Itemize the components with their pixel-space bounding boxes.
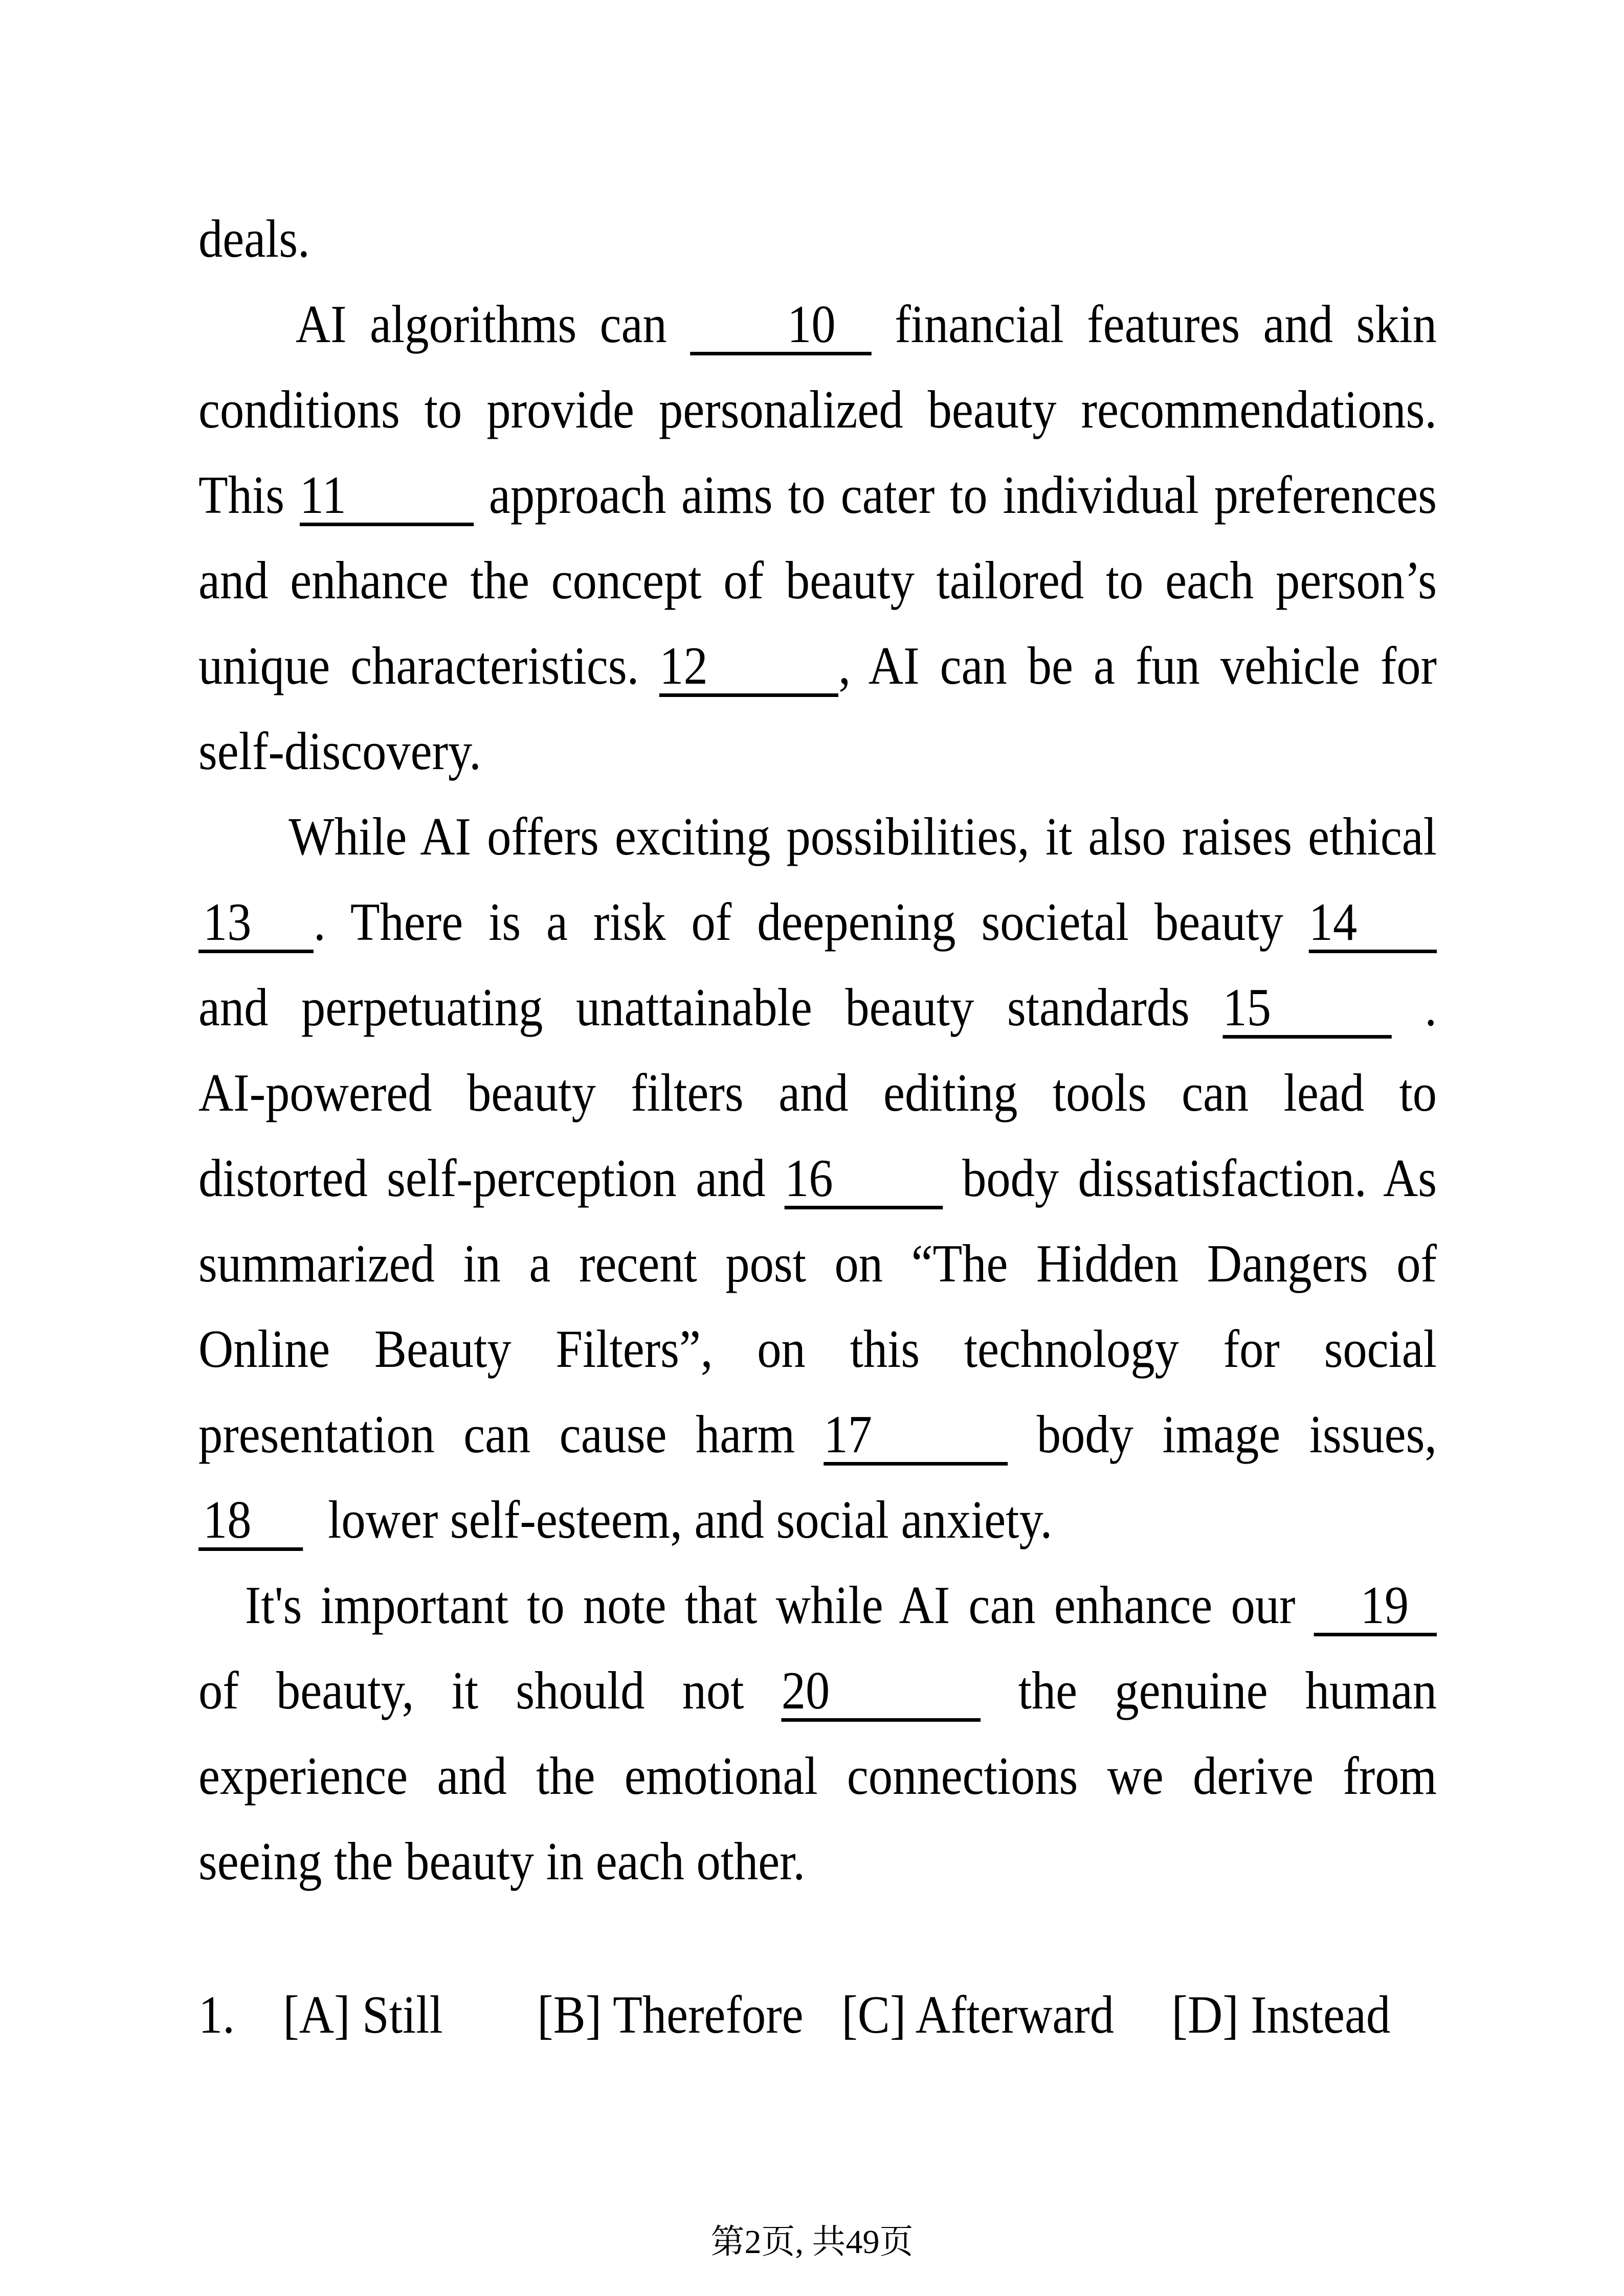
text-run: summarized in a recent post on “The Hidden Dangers of xyxy=(198,1233,1437,1293)
spacer-gap xyxy=(1114,2032,1172,2033)
text-run: presentation can cause harm xyxy=(198,1404,824,1464)
text-line-5 xyxy=(198,537,1437,623)
text-line-1 xyxy=(198,196,1437,281)
option-d: [D] Instead xyxy=(1171,1985,1391,2044)
text-run: Online Beauty Filters”, on this technology for social xyxy=(198,1319,1437,1379)
blank-number: 20 xyxy=(781,1660,830,1720)
spacer-gap xyxy=(303,1537,316,1538)
text-run: unique characteristics. xyxy=(198,636,660,695)
blank-number: 19 xyxy=(1360,1575,1409,1635)
text-line-15 xyxy=(198,1391,1437,1477)
text-run: . There is a risk of deepening societal beauty xyxy=(314,892,1309,952)
cloze-blank-20 xyxy=(781,1660,981,1722)
text-run: and enhance the concept of beauty tailored to each person’s xyxy=(198,550,1437,610)
text-line-10 xyxy=(198,964,1437,1050)
text-run: . xyxy=(1391,977,1437,1037)
cloze-blank-15 xyxy=(1222,977,1391,1039)
blank-number: 13 xyxy=(203,892,252,952)
text-run: This xyxy=(198,465,300,525)
text-run: , AI can be a fun vehicle for xyxy=(838,636,1437,695)
blank-number: 17 xyxy=(824,1404,873,1464)
text-line-3 xyxy=(198,367,1437,452)
text-run: AI-powered beauty filters and editing tools can lead to xyxy=(198,1063,1437,1122)
option-a: [A] Still xyxy=(283,1985,443,2044)
cloze-blank-11 xyxy=(299,465,474,526)
text-run: While AI offers exciting possibilities, it also raises ethical xyxy=(288,806,1437,866)
cloze-blank-19 xyxy=(1314,1575,1437,1636)
page-footer: 第2页, 共49页 xyxy=(710,2223,914,2261)
text-line-4 xyxy=(198,452,1437,537)
text-line-18 xyxy=(198,1648,1437,1733)
text-run: distorted self-perception and xyxy=(198,1148,785,1208)
text-line-17 xyxy=(198,1562,1437,1648)
text-run: deals. xyxy=(198,209,310,268)
blank-number: 15 xyxy=(1222,977,1271,1037)
blank-number: 18 xyxy=(203,1490,252,1549)
text-line-7 xyxy=(198,708,1437,794)
blank-number: 11 xyxy=(299,465,346,525)
option-c: [C] Afterward xyxy=(841,1985,1115,2044)
blank-number: 16 xyxy=(785,1148,833,1208)
text-run: AI algorithms can xyxy=(295,294,691,354)
cloze-blank-14 xyxy=(1308,892,1437,953)
text-run: seeing the beauty in each other. xyxy=(198,1831,806,1891)
question-1-line xyxy=(198,1972,1437,2057)
spacer-gap xyxy=(443,2032,538,2033)
text-run: body dissatisfaction. As xyxy=(943,1148,1437,1208)
blank-number: 12 xyxy=(659,636,708,695)
text-line-19 xyxy=(198,1733,1437,1818)
text-run: the genuine human xyxy=(981,1660,1437,1720)
cloze-blank-16 xyxy=(785,1148,943,1209)
blank-space xyxy=(198,1904,1437,1972)
text-line-11 xyxy=(198,1050,1437,1135)
text-line-8 xyxy=(198,794,1437,879)
question-number: 1. xyxy=(198,1985,235,2044)
text-run: lower self-esteem, and social anxiety. xyxy=(316,1490,1053,1549)
cloze-blank-12 xyxy=(659,636,838,697)
text-line-14 xyxy=(198,1306,1437,1391)
text-run: of beauty, it should not xyxy=(198,1660,782,1720)
cloze-blank-13 xyxy=(198,892,314,953)
text-run: body image issues, xyxy=(1008,1404,1437,1464)
option-b: [B] Therefore xyxy=(537,1985,804,2044)
spacer-gap xyxy=(235,2032,283,2033)
text-line-2 xyxy=(198,281,1437,367)
text-line-12 xyxy=(198,1135,1437,1221)
cloze-blank-18 xyxy=(198,1490,303,1551)
text-line-20 xyxy=(198,1818,1437,1904)
text-run: conditions to provide personalized beauty recommendations. xyxy=(198,379,1437,439)
blank-number: 14 xyxy=(1308,892,1358,952)
text-run: and perpetuating unattainable beauty standards xyxy=(198,977,1223,1037)
cloze-blank-10 xyxy=(690,294,872,355)
blank-number: 10 xyxy=(787,294,836,354)
passage xyxy=(198,196,1437,2057)
text-run: It's important to note that while AI can enhance our xyxy=(244,1575,1314,1635)
text-run: experience and the emotional connections we derive from xyxy=(198,1746,1437,1806)
text-line-9 xyxy=(198,879,1437,964)
cloze-blank-17 xyxy=(824,1404,1008,1466)
text-line-6 xyxy=(198,623,1437,708)
spacer-gap xyxy=(804,2032,842,2033)
text-line-13 xyxy=(198,1221,1437,1306)
text-run: self-discovery. xyxy=(198,721,481,781)
text-run: financial features and skin xyxy=(871,294,1437,354)
text-line-16 xyxy=(198,1477,1437,1562)
text-run: approach aims to cater to individual preferences xyxy=(474,465,1437,525)
